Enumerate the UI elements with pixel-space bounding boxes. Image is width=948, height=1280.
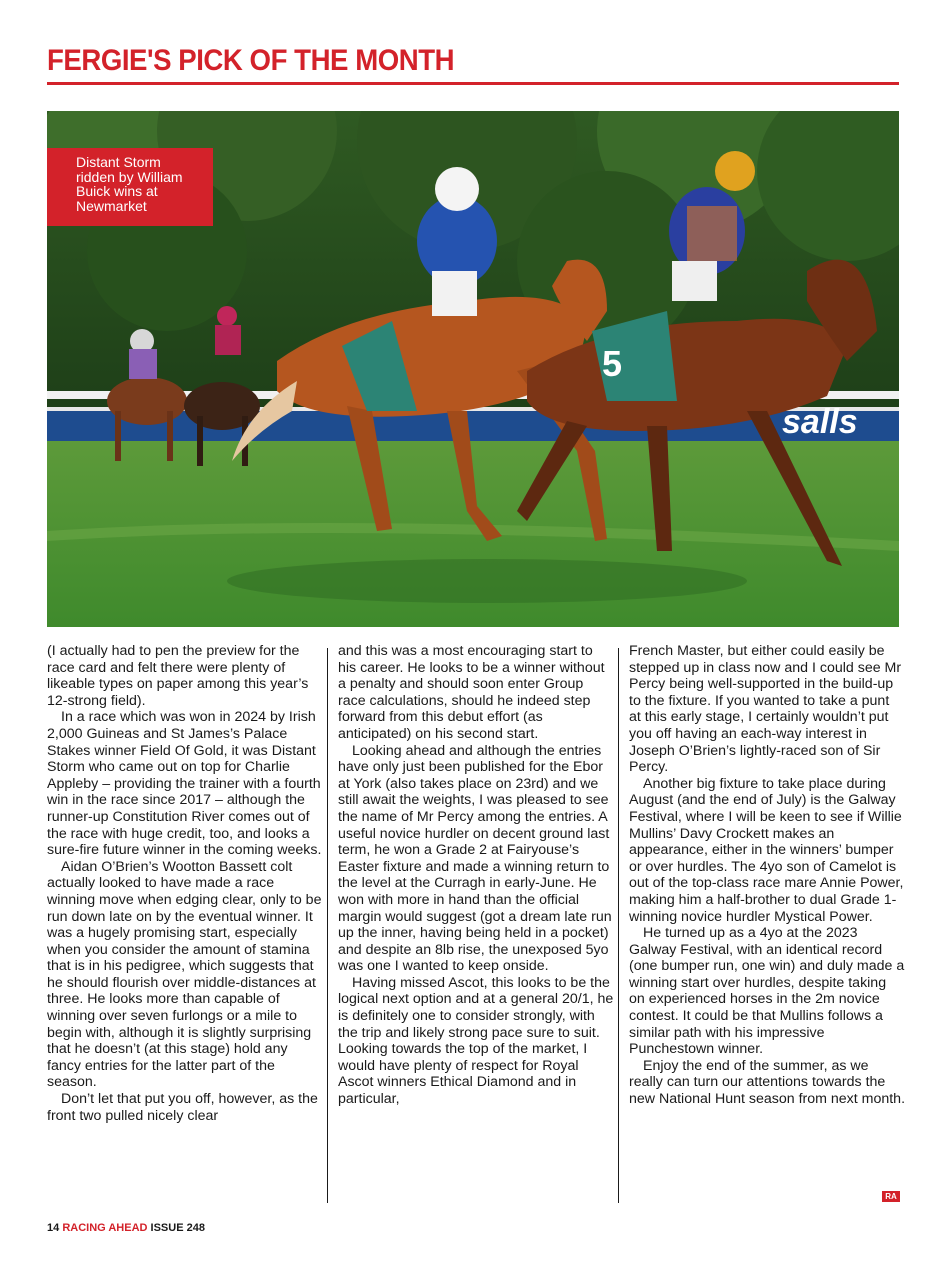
paragraph: Aidan O’Brien’s Wootton Bassett colt actually looked to have made a race winning move when edging clear, only to be run down late on by the eventual winner. It was a hugely promising start, especially when you consider the amount of stamina that is in his pedigree, which suggests that he should flourish over middle-distances at three. He looks more than capable of winning over seven furlongs or a mile to begin with, although it is slightly surprising that he doesn’t (at this stage) hold any fancy entries for the latter part of the season.: [47, 858, 322, 1091]
column-divider: [618, 648, 619, 1203]
paragraph: and this was a most encouraging start to his career. He looks to be a winner without a penalty and should soon enter Group race calculations, should he indeed step forward from this debut effort (as anticipated) on his second start.: [338, 643, 605, 742]
end-of-article-badge: RA: [882, 1191, 900, 1202]
paragraph: Having missed Ascot, this looks to be the logical next option and at a general 20/1, he is definitely one to consider strongly, with the trip and likely strong pace sure to suit. Looking towards the top of the market, I would have plenty of respect for Royal Ascot winners Ethical Diamond and in particular,: [338, 974, 614, 1108]
paragraph: (I actually had to pen the preview for the race card and felt there were plenty of likeable types on paper among this year’s 12-strong field).: [47, 643, 309, 709]
sponsor-banner: salls: [782, 403, 858, 441]
paragraph: In a race which was won in 2024 by Irish 2,000 Guineas and St James’s Palace Stakes winner Field Of Gold, it was Distant Storm who came out on top for Charlie Appleby – providing the trainer with a fourth win in the race since 2017 – although the runner-up Constitution River comes out of the race with huge credit, too, and looks a sure-fire future winner in the coming weeks.: [47, 709, 322, 859]
article-column-2: [338, 643, 614, 1108]
paragraph: French Master, but either could easily be stepped up in class now and I could see Mr Percy being well-supported in the build-up to the fixture. If you wanted to take a punt at this early stage, I certainly wouldn’t put you off having an each-way interest in Joseph O’Brien’s lightly-raced son of Sir Percy.: [629, 643, 902, 776]
title-divider: [47, 82, 899, 85]
photo-caption: Distant Storm ridden by William Buick wins at Newmarket: [76, 154, 183, 214]
article-column-1: [47, 643, 323, 1124]
paragraph: Enjoy the end of the summer, as we really can turn our attentions towards the new National Hunt season from next month.: [629, 1057, 906, 1108]
saddlecloth-number: 5: [602, 343, 623, 384]
article-column-3: [629, 643, 905, 1108]
page-footer: [47, 1222, 205, 1234]
page-number: 14: [47, 1222, 60, 1234]
paragraph: He turned up as a 4yo at the 2023 Galway Festival, with an identical record (one bumper run, one win) and duly made a winning start over hurdles, despite taking on experienced horses in the 2m novice contest. It could be that Mullins follows a similar path with his impressive Punchestown winner.: [629, 925, 905, 1058]
column-divider: [327, 648, 328, 1203]
paragraph: Looking ahead and although the entries have only just been published for the Ebor at York (also takes place on 23rd) and we still await the weights, I was pleased to see the name of Mr Percy among the entries. A useful novice hurdler on decent ground last term, he won a Grade 2 at Fairyouse’s Easter fixture and made a winning return to the level at the Curragh in early-June. He won with more in hand than the official margin would suggest (got a dream late run up the inner, having being held in a pocket) and despite an 8lb rise, the unexposed 5yo was one I wanted to keep onside.: [338, 742, 612, 975]
magazine-name: RACING AHEAD: [62, 1222, 148, 1234]
photo-caption-box: [47, 148, 213, 226]
paragraph: Don’t let that put you off, however, as the front two pulled nicely clear: [47, 1091, 318, 1124]
paragraph: Another big fixture to take place during August (and the end of July) is the Galway Festival, where I will be keen to see if Willie Mullins’ Davy Crockett makes an appearance, either in the winners’ bumper or over hurdles. The 4yo son of Camelot is out of the top-class race mare Annie Power, making him a half-brother to dual Grade 1-winning novice hurdler Mystical Power.: [629, 775, 904, 925]
page-title: FERGIE'S PICK OF THE MONTH: [47, 44, 455, 77]
issue-number: ISSUE 248: [150, 1222, 205, 1234]
